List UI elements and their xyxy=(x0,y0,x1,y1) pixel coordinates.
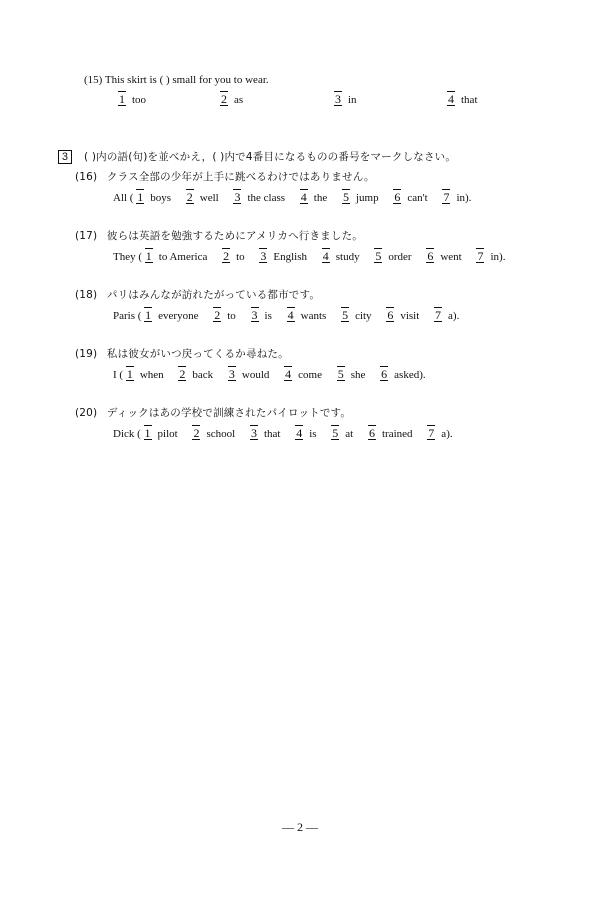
question-15-stem xyxy=(84,73,269,87)
choice-number: 6 xyxy=(381,367,388,381)
choice-word: to America xyxy=(158,251,208,263)
choice-word: is xyxy=(264,310,272,322)
sentence-suffix: ). xyxy=(419,369,426,381)
option-number: 4 xyxy=(448,92,454,106)
question-17-japanese xyxy=(75,229,363,243)
sentence-prefix: All ( xyxy=(113,192,134,204)
choice-number: 4 xyxy=(287,308,294,322)
sentence-prefix: They ( xyxy=(113,251,143,263)
choice-number: 4 xyxy=(285,367,292,381)
question-16-choices xyxy=(113,190,471,205)
choice-word: to xyxy=(227,310,236,322)
choice-word: trained xyxy=(382,428,413,440)
choice-word: in xyxy=(456,192,465,204)
question-number: (17) xyxy=(75,230,98,242)
choice-number: 1 xyxy=(126,367,133,381)
sentence-prefix: Paris ( xyxy=(113,310,142,322)
choice-number: 2 xyxy=(214,308,221,322)
choice-word: a xyxy=(441,428,447,440)
option-word: that xyxy=(461,94,478,106)
choice-word: English xyxy=(273,251,308,263)
choice-word: everyone xyxy=(158,310,199,322)
choice-word: visit xyxy=(400,310,420,322)
question-18-japanese xyxy=(75,288,320,302)
choice-number: 1 xyxy=(137,190,144,204)
choice-number: 7 xyxy=(435,308,442,322)
choice-word: well xyxy=(199,192,219,204)
choice-word: order xyxy=(388,251,412,263)
section-3-instruction: ( )内の語(句)を並べかえ，( )内で4番目になるものの番号をマークしなさい。 xyxy=(84,151,457,163)
choice-number: 2 xyxy=(186,190,193,204)
section-number-box: 3 xyxy=(58,150,72,164)
q15-option-1 xyxy=(118,92,146,107)
choice-word: she xyxy=(350,369,366,381)
sentence-suffix: ). xyxy=(465,192,472,204)
question-number: (16) xyxy=(75,171,98,183)
question-15-text: (15) This skirt is ( ) small for you to wear. xyxy=(84,74,269,86)
choice-word: asked xyxy=(394,369,420,381)
choice-word: city xyxy=(355,310,372,322)
question-number: (20) xyxy=(75,407,98,419)
option-number: 3 xyxy=(335,92,341,106)
choice-word: to xyxy=(236,251,245,263)
choice-number: 3 xyxy=(234,190,241,204)
choice-number: 1 xyxy=(145,308,152,322)
choice-word: can't xyxy=(407,192,428,204)
choice-word: when xyxy=(139,369,164,381)
choice-number: 5 xyxy=(337,367,344,381)
choice-number: 3 xyxy=(251,308,258,322)
sentence-suffix: ). xyxy=(452,310,460,322)
choice-word: pilot xyxy=(157,428,178,440)
choice-word: that xyxy=(263,428,281,440)
option-word: as xyxy=(234,94,244,106)
japanese-sentence: 私は彼女がいつ戻ってくるか尋ねた。 xyxy=(106,348,289,360)
choice-number: 7 xyxy=(428,426,435,440)
choice-word: school xyxy=(206,428,236,440)
q15-option-4 xyxy=(447,92,478,107)
section-3-header xyxy=(58,150,456,164)
choice-word: the class xyxy=(247,192,286,204)
choice-number: 5 xyxy=(343,190,349,204)
choice-number: 4 xyxy=(322,249,329,263)
question-number: (19) xyxy=(75,348,98,360)
option-word: too xyxy=(132,94,147,106)
sentence-prefix: Dick ( xyxy=(113,428,141,440)
question-20-japanese xyxy=(75,406,351,420)
choice-number: 2 xyxy=(193,426,200,440)
page-number: — 2 — xyxy=(282,820,318,834)
choice-number: 4 xyxy=(296,426,303,440)
japanese-sentence: 彼らは英語を勉強するためにアメリカへ行きました。 xyxy=(106,230,363,242)
question-20-choices xyxy=(113,426,453,441)
question-19-choices xyxy=(113,367,426,382)
choice-word: come xyxy=(298,369,322,381)
choice-number: 3 xyxy=(260,249,267,263)
japanese-sentence: ディックはあの学校で訓練されたパイロットです。 xyxy=(106,407,352,419)
choice-number: 5 xyxy=(375,249,382,263)
option-number: 2 xyxy=(221,92,227,106)
option-number: 1 xyxy=(119,92,125,106)
japanese-sentence: パリはみんなが訪れたがっている都市です。 xyxy=(106,289,321,301)
choice-number: 4 xyxy=(300,190,307,204)
sentence-suffix: ). xyxy=(446,428,453,440)
choice-number: 5 xyxy=(332,426,339,440)
choice-word: would xyxy=(241,369,270,381)
choice-word: study xyxy=(335,251,360,263)
choice-number: 7 xyxy=(443,190,450,204)
choice-word: at xyxy=(345,428,354,440)
japanese-sentence: クラス全部の少年が上手に跳べるわけではありません。 xyxy=(106,171,375,183)
choice-word: is xyxy=(309,428,317,440)
choice-word: wants xyxy=(300,310,327,322)
sentence-suffix: ). xyxy=(499,251,506,263)
choice-word: the xyxy=(313,192,328,204)
choice-word: jump xyxy=(356,192,379,204)
choice-word: back xyxy=(192,369,214,381)
choice-number: 2 xyxy=(179,367,186,381)
choice-number: 1 xyxy=(144,426,151,440)
sentence-prefix: I ( xyxy=(113,369,124,381)
choice-number: 6 xyxy=(387,308,394,322)
choice-number: 7 xyxy=(477,249,484,263)
question-19-japanese xyxy=(75,347,289,361)
q15-option-3 xyxy=(334,92,357,107)
choice-word: boys xyxy=(150,192,172,204)
q15-option-2 xyxy=(220,92,243,107)
choice-number: 3 xyxy=(250,426,257,440)
choice-number: 6 xyxy=(369,426,375,440)
option-word: in xyxy=(348,94,357,106)
question-16-japanese xyxy=(75,170,375,184)
question-18-choices xyxy=(113,308,459,323)
question-number: (18) xyxy=(75,289,98,301)
choice-number: 6 xyxy=(427,249,434,263)
choice-word: in xyxy=(490,251,500,263)
choice-number: 5 xyxy=(342,308,349,322)
choice-number: 3 xyxy=(228,367,235,381)
choice-number: 2 xyxy=(223,249,230,263)
choice-word: a xyxy=(448,310,453,322)
choice-word: went xyxy=(440,251,462,263)
question-17-choices xyxy=(113,249,505,264)
choice-number: 1 xyxy=(145,249,152,263)
choice-number: 6 xyxy=(394,190,401,204)
